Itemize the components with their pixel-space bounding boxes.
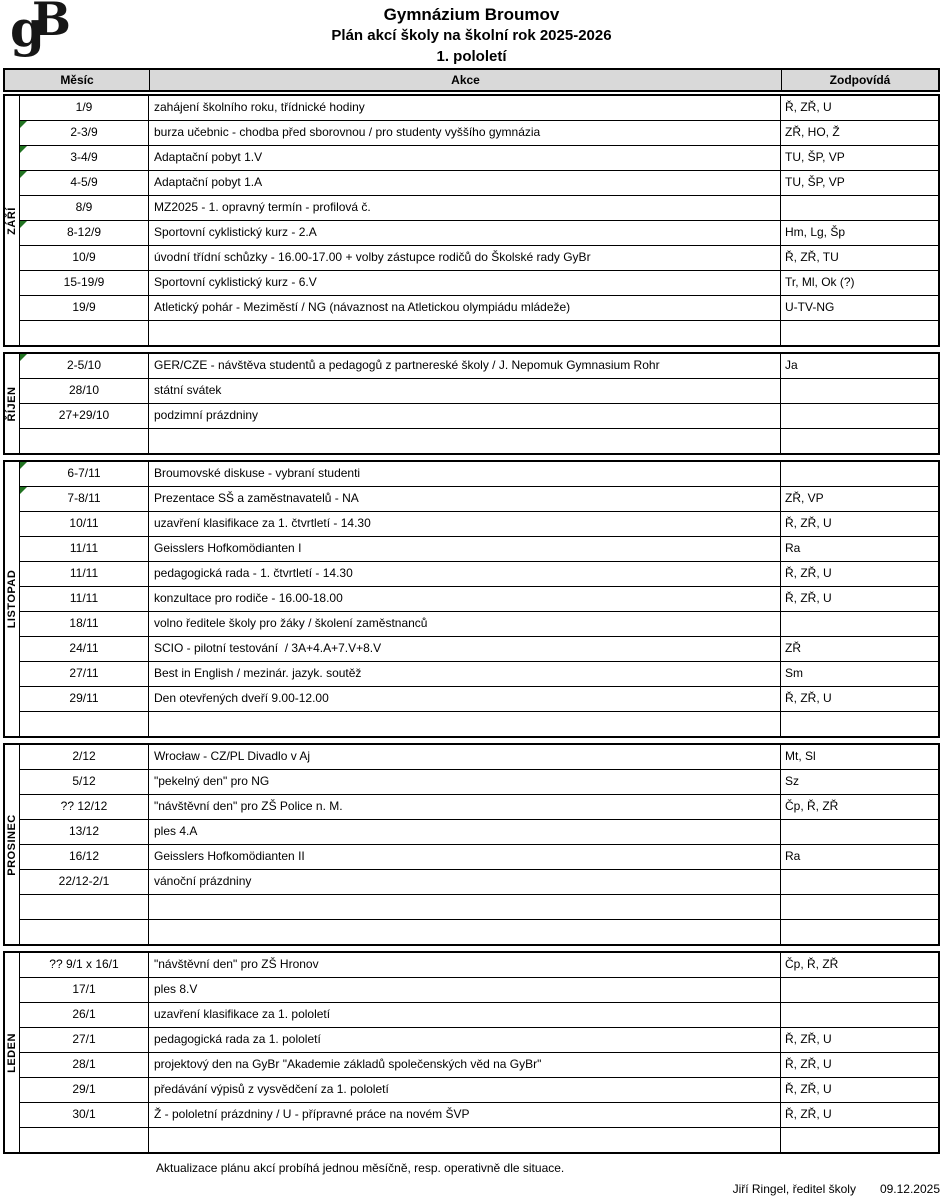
responsible-cell — [781, 1128, 938, 1152]
month-section — [3, 743, 940, 946]
events-table — [3, 68, 940, 1154]
comment-marker-icon — [20, 171, 27, 178]
event-date-cell: 2/12 — [20, 745, 149, 769]
responsible-cell: Tr, Ml, Ok (?) — [785, 275, 855, 289]
table-row — [20, 196, 938, 221]
responsible-cell: Ř, ZŘ, TU — [785, 250, 839, 264]
table-row — [20, 171, 938, 196]
event-date-cell: 2-3/9 — [20, 121, 149, 145]
event-name-cell: Adaptační pobyt 1.A — [149, 171, 781, 195]
event-name-cell — [149, 895, 781, 919]
responsible-cell: ZŘ — [785, 641, 801, 655]
comment-marker-icon — [20, 487, 27, 494]
event-date-cell: 4-5/9 — [20, 171, 149, 195]
section-rows — [20, 745, 938, 944]
event-name-cell: Best in English / mezinár. jazyk. soutěž — [149, 662, 781, 686]
responsible-cell — [781, 612, 938, 636]
event-name-cell: uzavření klasifikace za 1. pololetí — [149, 1003, 781, 1027]
table-row — [20, 321, 938, 345]
event-date-cell: 15-19/9 — [20, 271, 149, 295]
table-row — [20, 429, 938, 453]
responsible-cell: Ř, ZŘ, U — [785, 591, 832, 605]
school-logo — [10, 2, 84, 64]
table-row — [20, 612, 938, 637]
document-date: 09.12.2025 — [879, 1182, 940, 1196]
section-rows — [20, 96, 938, 345]
column-header-responsible: Zodpovídá — [829, 73, 891, 87]
event-date-cell: 11/11 — [20, 587, 149, 611]
section-rows — [20, 953, 938, 1152]
responsible-cell: TU, ŠP, VP — [785, 175, 845, 189]
event-date-cell: 16/12 — [20, 845, 149, 869]
table-row — [20, 512, 938, 537]
event-name-cell: předávání výpisů z vysvědčení za 1. pololetí — [149, 1078, 781, 1102]
responsible-cell — [781, 429, 938, 453]
month-strip — [5, 96, 20, 345]
responsible-cell: U-TV-NG — [785, 300, 835, 314]
responsible-cell — [781, 820, 938, 844]
comment-marker-icon — [20, 146, 27, 153]
table-row — [20, 953, 938, 978]
month-section — [3, 460, 940, 738]
comment-marker-icon — [20, 354, 27, 361]
section-rows — [20, 462, 938, 736]
event-name-cell: MZ2025 - 1. opravný termín - profilová č. — [149, 196, 781, 220]
event-name-cell: pedagogická rada - 1. čtvrtletí - 14.30 — [149, 562, 781, 586]
event-name-cell: projektový den na GyBr "Akademie základů společenských věd na GyBr" — [149, 1053, 781, 1077]
event-date-cell: 29/11 — [20, 687, 149, 711]
page-term: 1. pololetí — [436, 48, 507, 65]
month-section — [3, 352, 940, 455]
month-label: LEDEN — [6, 1032, 18, 1073]
month-strip — [5, 462, 20, 736]
logo-letter-b: B — [32, 0, 71, 46]
event-name-cell — [149, 429, 781, 453]
event-date-cell: 22/12-2/1 — [20, 870, 149, 894]
event-name-cell: zahájení školního roku, třídnické hodiny — [149, 96, 781, 120]
event-date-cell: 24/11 — [20, 637, 149, 661]
event-name-cell: "návštěvní den" pro ZŠ Hronov — [149, 953, 781, 977]
event-date-cell — [20, 321, 149, 345]
table-row — [20, 146, 938, 171]
event-name-cell — [149, 321, 781, 345]
event-name-cell: burza učebnic - chodba před sborovnou / pro studenty vyššího gymnázia — [149, 121, 781, 145]
table-row — [20, 1128, 938, 1152]
responsible-cell — [781, 404, 938, 428]
event-date-cell: 27+29/10 — [20, 404, 149, 428]
table-row — [20, 978, 938, 1003]
responsible-cell: Čp, Ř, ZŘ — [785, 957, 839, 971]
event-name-cell: Broumovské diskuse - vybraní studenti — [149, 462, 781, 486]
event-name-cell: Prezentace SŠ a zaměstnavatelů - NA — [149, 487, 781, 511]
responsible-cell: Ra — [785, 849, 801, 863]
event-date-cell: 7-8/11 — [20, 487, 149, 511]
event-name-cell: ples 8.V — [149, 978, 781, 1002]
month-label: PROSINEC — [6, 813, 18, 876]
event-name-cell: Sportovní cyklistický kurz - 6.V — [149, 271, 781, 295]
table-row — [20, 770, 938, 795]
column-header-event: Akce — [150, 70, 782, 90]
table-row — [20, 221, 938, 246]
event-name-cell: SCIO - pilotní testování / 3A+4.A+7.V+8.V — [149, 637, 781, 661]
responsible-cell — [781, 462, 938, 486]
responsible-cell — [781, 895, 938, 919]
event-date-cell: 26/1 — [20, 1003, 149, 1027]
signature-name: Jiří Ringel, ředitel školy — [732, 1182, 856, 1196]
title-block — [0, 0, 943, 68]
event-date-cell: 8/9 — [20, 196, 149, 220]
responsible-cell: Ja — [785, 358, 798, 372]
event-date-cell: 27/11 — [20, 662, 149, 686]
event-name-cell: Sportovní cyklistický kurz - 2.A — [149, 221, 781, 245]
event-date-cell: 5/12 — [20, 770, 149, 794]
event-date-cell: 27/1 — [20, 1028, 149, 1052]
month-label: LISTOPAD — [6, 569, 18, 629]
event-name-cell: konzultace pro rodiče - 16.00-18.00 — [149, 587, 781, 611]
table-row — [20, 795, 938, 820]
event-date-cell — [20, 895, 149, 919]
responsible-cell: Ř, ZŘ, U — [785, 691, 832, 705]
responsible-cell: Ř, ZŘ, U — [785, 100, 832, 114]
month-label: ŘÍJEN — [6, 386, 18, 421]
month-strip — [5, 354, 20, 453]
event-date-cell: 8-12/9 — [20, 221, 149, 245]
comment-marker-icon — [20, 221, 27, 228]
table-row — [20, 687, 938, 712]
month-strip — [5, 745, 20, 944]
event-date-cell: 10/11 — [20, 512, 149, 536]
signature-row — [0, 1182, 943, 1196]
event-date-cell: ?? 12/12 — [20, 795, 149, 819]
responsible-cell: ZŘ, VP — [785, 491, 824, 505]
table-body — [3, 94, 940, 1154]
responsible-cell: Čp, Ř, ZŘ — [785, 799, 839, 813]
responsible-cell — [781, 870, 938, 894]
responsible-cell: TU, ŠP, VP — [785, 150, 845, 164]
event-date-cell: 13/12 — [20, 820, 149, 844]
responsible-cell: Mt, Sl — [785, 749, 816, 763]
event-name-cell: Atletický pohár - Meziměstí / NG (návaznost na Atletickou olympiádu mládeže) — [149, 296, 781, 320]
event-date-cell: 18/11 — [20, 612, 149, 636]
event-name-cell: uzavření klasifikace za 1. čtvrtletí - 14.30 — [149, 512, 781, 536]
event-date-cell — [20, 1128, 149, 1152]
responsible-cell: Ř, ZŘ, U — [785, 516, 832, 530]
responsible-cell — [781, 196, 938, 220]
event-date-cell: 19/9 — [20, 296, 149, 320]
table-row — [20, 845, 938, 870]
table-row — [20, 96, 938, 121]
table-row — [20, 271, 938, 296]
table-row — [20, 1103, 938, 1128]
logo-letter-g: g — [10, 0, 45, 58]
event-date-cell: 30/1 — [20, 1103, 149, 1127]
section-rows — [20, 354, 938, 453]
month-section — [3, 951, 940, 1154]
event-name-cell: ples 4.A — [149, 820, 781, 844]
event-name-cell: podzimní prázdniny — [149, 404, 781, 428]
responsible-cell: Sm — [785, 666, 803, 680]
table-row — [20, 895, 938, 920]
event-name-cell: pedagogická rada za 1. pololetí — [149, 1028, 781, 1052]
responsible-cell: Ř, ZŘ, U — [785, 566, 832, 580]
event-date-cell: 1/9 — [20, 96, 149, 120]
table-row — [20, 462, 938, 487]
event-date-cell — [20, 429, 149, 453]
table-row — [20, 537, 938, 562]
responsible-cell — [781, 379, 938, 403]
table-row — [20, 712, 938, 736]
event-name-cell: GER/CZE - návštěva studentů a pedagogů z partnereské školy / J. Nepomuk Gymnasium Rohr — [149, 354, 781, 378]
update-note: Aktualizace plánu akcí probíhá jednou měsíčně, resp. operativně dle situace. — [156, 1161, 565, 1175]
event-name-cell: Geisslers Hofkomödianten I — [149, 537, 781, 561]
event-name-cell: Adaptační pobyt 1.V — [149, 146, 781, 170]
table-header-row — [3, 68, 940, 92]
event-name-cell: "pekelný den" pro NG — [149, 770, 781, 794]
table-row — [20, 745, 938, 770]
table-row — [20, 562, 938, 587]
table-row — [20, 246, 938, 271]
table-row — [20, 296, 938, 321]
event-date-cell: 10/9 — [20, 246, 149, 270]
event-name-cell: Den otevřených dveří 9.00-12.00 — [149, 687, 781, 711]
event-date-cell: 11/11 — [20, 562, 149, 586]
event-name-cell: Ž - pololetní prázdniny / U - přípravné práce na novém ŠVP — [149, 1103, 781, 1127]
table-row — [20, 354, 938, 379]
responsible-cell — [781, 920, 938, 944]
event-name-cell: Geisslers Hofkomödianten II — [149, 845, 781, 869]
event-date-cell: 11/11 — [20, 537, 149, 561]
responsible-cell — [781, 321, 938, 345]
event-name-cell: Wrocław - CZ/PL Divadlo v Aj — [149, 745, 781, 769]
responsible-cell: Ř, ZŘ, U — [785, 1107, 832, 1121]
table-row — [20, 1028, 938, 1053]
table-row — [20, 121, 938, 146]
table-row — [20, 662, 938, 687]
table-row — [20, 379, 938, 404]
event-name-cell: vánoční prázdniny — [149, 870, 781, 894]
event-name-cell — [149, 1128, 781, 1152]
event-date-cell: 2-5/10 — [20, 354, 149, 378]
table-row — [20, 870, 938, 895]
event-name-cell: volno ředitele školy pro žáky / školení zaměstnanců — [149, 612, 781, 636]
month-label: ZÁŘÍ — [6, 206, 18, 235]
comment-marker-icon — [20, 121, 27, 128]
event-date-cell: ?? 9/1 x 16/1 — [20, 953, 149, 977]
event-date-cell: 3-4/9 — [20, 146, 149, 170]
column-header-month: Měsíc — [5, 70, 150, 90]
responsible-cell: Ř, ZŘ, U — [785, 1057, 832, 1071]
event-date-cell: 29/1 — [20, 1078, 149, 1102]
month-section — [3, 94, 940, 347]
event-date-cell: 28/1 — [20, 1053, 149, 1077]
table-row — [20, 1003, 938, 1028]
responsible-cell: Ra — [785, 541, 801, 555]
table-row — [20, 404, 938, 429]
event-date-cell: 6-7/11 — [20, 462, 149, 486]
event-date-cell: 28/10 — [20, 379, 149, 403]
responsible-cell: Sz — [785, 774, 800, 788]
event-name-cell — [149, 920, 781, 944]
table-row — [20, 1078, 938, 1103]
event-date-cell: 17/1 — [20, 978, 149, 1002]
table-row — [20, 1053, 938, 1078]
responsible-cell: Ř, ZŘ, U — [785, 1032, 832, 1046]
event-date-cell — [20, 920, 149, 944]
table-row — [20, 820, 938, 845]
responsible-cell — [781, 712, 938, 736]
page-subtitle: Plán akcí školy na školní rok 2025-2026 — [331, 27, 612, 44]
month-strip — [5, 953, 20, 1152]
responsible-cell: Hm, Lg, Šp — [785, 225, 846, 239]
event-name-cell: státní svátek — [149, 379, 781, 403]
responsible-cell — [781, 1003, 938, 1027]
table-row — [20, 637, 938, 662]
table-row — [20, 587, 938, 612]
event-name-cell: "návštěvní den" pro ZŠ Police n. M. — [149, 795, 781, 819]
comment-marker-icon — [20, 462, 27, 469]
event-name-cell — [149, 712, 781, 736]
event-date-cell — [20, 712, 149, 736]
responsible-cell: Ř, ZŘ, U — [785, 1082, 832, 1096]
page-title: Gymnázium Broumov — [383, 5, 560, 24]
table-row — [20, 920, 938, 944]
table-row — [20, 487, 938, 512]
event-name-cell: úvodní třídní schůzky - 16.00-17.00 + volby zástupce rodičů do Školské rady GyBr — [149, 246, 781, 270]
responsible-cell — [781, 978, 938, 1002]
responsible-cell: ZŘ, HO, Ž — [785, 125, 840, 139]
